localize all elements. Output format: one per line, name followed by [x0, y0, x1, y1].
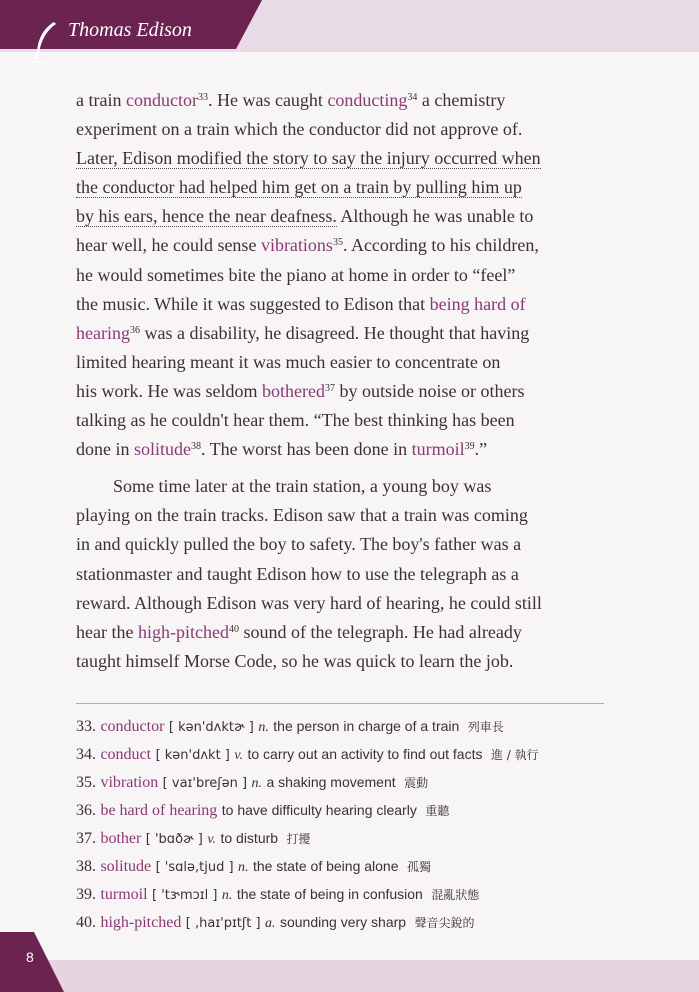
- glossary-pronunciation: [ vaɪ'breʃən ]: [162, 776, 248, 791]
- text-segment: Some time later at the train station, a young boy was: [113, 476, 492, 497]
- text-line: [76, 173, 616, 202]
- text-line: [76, 435, 616, 464]
- glossary-item: [76, 824, 636, 852]
- text-segment: hear the: [76, 621, 138, 642]
- glossary-part-of-speech: v.: [234, 748, 244, 763]
- text-line: [76, 348, 616, 377]
- text-line: [76, 290, 616, 319]
- glossary-number: 35.: [76, 774, 96, 791]
- text-segment: . He was caught: [207, 90, 328, 110]
- vocabulary-glossary: [76, 712, 636, 936]
- footnote-ref: 39: [464, 441, 475, 453]
- header-title: Thomas Edison: [68, 19, 192, 41]
- text-segment: experiment on a train which the conductor did not approve of.: [76, 119, 523, 140]
- glossary-definition: to disturb: [220, 830, 279, 846]
- glossary-pronunciation: [ kən'dʌktɚ ]: [168, 720, 254, 735]
- text-segment: a chemistry: [417, 90, 506, 110]
- glossary-definition: the person in charge of a train: [273, 718, 460, 734]
- glossary-number: 39.: [76, 886, 96, 903]
- paragraph-1: [76, 86, 616, 464]
- text-segment: . The worst has been done in: [201, 439, 412, 460]
- glossary-pronunciation: [ 'tɝmɔɪl ]: [152, 888, 218, 903]
- text-line: [76, 589, 616, 618]
- text-segment: he would sometimes bite the piano at home in order to “feel”: [76, 264, 516, 285]
- glossary-item: [76, 768, 636, 796]
- glossary-word: conduct: [100, 746, 152, 763]
- text-line: [76, 115, 616, 144]
- vocab-word: vibrations: [260, 235, 333, 256]
- glossary-pronunciation: [ kən'dʌkt ]: [155, 748, 230, 763]
- text-segment: reward. Although Edison was very hard of hearing, he could still: [76, 592, 542, 613]
- page-number: 8: [26, 949, 34, 965]
- glossary-number: 40.: [76, 914, 96, 931]
- footnote-ref: 34: [407, 92, 418, 103]
- glossary-number: 38.: [76, 858, 96, 875]
- glossary-item: [76, 796, 636, 824]
- text-segment: talking as he couldn't hear them. “The best thinking has been: [76, 410, 515, 431]
- text-line: [76, 202, 616, 231]
- glossary-item: [76, 852, 636, 880]
- glossary-part-of-speech: n.: [237, 860, 249, 875]
- text-segment: the music. While it was suggested to Edison that: [76, 293, 430, 314]
- vocab-word: bothered: [261, 380, 325, 401]
- text-line: [76, 501, 616, 530]
- footnote-ref: 36: [129, 324, 140, 336]
- glossary-translation: 孤獨: [406, 860, 431, 874]
- body-text: [76, 86, 616, 676]
- glossary-definition: to have difficulty hearing clearly: [221, 802, 417, 818]
- text-line: [76, 319, 616, 348]
- vocab-word: high-pitched: [137, 621, 229, 642]
- quill-feather-icon: [30, 20, 60, 64]
- dotted-underline-text: Later, Edison modified the story to say the injury occurred when: [76, 148, 541, 169]
- glossary-pronunciation: [ 'bɑðɚ ]: [145, 832, 203, 847]
- footer-band: [0, 960, 699, 992]
- text-segment: .”: [474, 439, 488, 460]
- text-segment: taught himself Morse Code, so he was quick to learn the job.: [76, 650, 514, 671]
- glossary-number: 36.: [76, 802, 96, 819]
- glossary-part-of-speech: n.: [251, 776, 263, 791]
- footnote-divider: [76, 703, 604, 704]
- glossary-word: bother: [100, 830, 142, 847]
- footnote-ref: 33: [197, 92, 208, 103]
- text-segment: playing on the train tracks. Edison saw that a train was coming: [76, 505, 528, 526]
- footnote-ref: 40: [228, 623, 239, 635]
- text-segment: . According to his children,: [342, 235, 539, 256]
- glossary-item: [76, 880, 636, 908]
- glossary-pronunciation: [ ,haɪ'pɪtʃt ]: [185, 916, 261, 931]
- glossary-number: 34.: [76, 746, 96, 763]
- glossary-word: vibration: [100, 774, 159, 791]
- text-segment: limited hearing meant it was much easier to concentrate on: [76, 351, 501, 372]
- glossary-item: [76, 712, 636, 740]
- glossary-definition: the state of being alone: [252, 858, 399, 874]
- vocab-word: hearing: [76, 322, 130, 343]
- glossary-item: [76, 740, 636, 768]
- glossary-translation: 進 / 執行: [490, 748, 539, 762]
- dotted-underline-text: the conductor had helped him get on a train by pulling him up: [76, 177, 522, 198]
- glossary-translation: 打擾: [286, 832, 311, 846]
- glossary-number: 37.: [76, 830, 96, 847]
- footnote-ref: 38: [191, 441, 201, 453]
- glossary-part-of-speech: n.: [221, 888, 233, 903]
- text-segment: hear well, he could sense: [76, 235, 261, 256]
- glossary-word: conductor: [100, 718, 165, 735]
- glossary-translation: 震動: [404, 776, 429, 790]
- glossary-definition: sounding very sharp: [279, 914, 407, 930]
- vocab-word: conducting: [327, 90, 408, 110]
- glossary-number: 33.: [76, 718, 96, 735]
- vocab-word: solitude: [134, 439, 191, 460]
- glossary-pronunciation: [ 'sɑlə,tjud ]: [155, 860, 234, 875]
- text-segment: in and quickly pulled the boy to safety. The boy's father was a: [76, 534, 522, 555]
- glossary-item: [76, 908, 636, 936]
- glossary-definition: a shaking movement: [266, 774, 396, 790]
- text-line: [76, 560, 616, 589]
- text-segment: a train: [76, 90, 126, 110]
- glossary-translation: 混亂狀態: [431, 888, 480, 902]
- text-line: [76, 231, 616, 260]
- footnote-ref: 35: [332, 237, 343, 249]
- footnote-ref: 37: [324, 382, 335, 394]
- glossary-part-of-speech: n.: [258, 720, 269, 735]
- dotted-underline-text: by his ears, hence the near deafness.: [76, 206, 337, 227]
- glossary-word: be hard of hearing: [100, 802, 218, 819]
- glossary-translation: 聲音尖銳的: [414, 916, 475, 930]
- glossary-definition: the state of being in confusion: [236, 886, 423, 902]
- glossary-translation: 重聽: [425, 804, 450, 818]
- glossary-definition: to carry out an activity to find out facts: [247, 746, 483, 762]
- text-segment: his work. He was seldom: [76, 380, 262, 401]
- text-line: [76, 261, 616, 290]
- text-segment: done in: [76, 439, 134, 460]
- paragraph-2: [76, 472, 616, 676]
- text-line: [76, 144, 616, 173]
- text-line: [76, 86, 616, 115]
- text-line: [76, 472, 616, 501]
- text-segment: sound of the telegraph. He had already: [238, 621, 522, 642]
- glossary-word: solitude: [100, 858, 152, 875]
- vocab-word: conductor: [125, 90, 198, 110]
- glossary-word: high-pitched: [100, 914, 182, 931]
- text-segment: by outside noise or others: [334, 380, 525, 401]
- text-segment: was a disability, he disagreed. He thought that having: [139, 322, 530, 343]
- glossary-translation: 列車長: [467, 720, 504, 734]
- text-line: [76, 618, 616, 647]
- glossary-word: turmoil: [100, 886, 148, 903]
- glossary-part-of-speech: a.: [265, 916, 276, 931]
- vocab-word: turmoil: [411, 439, 465, 460]
- text-line: [76, 647, 616, 676]
- text-line: [76, 530, 616, 559]
- text-segment: stationmaster and taught Edison how to use the telegraph as a: [76, 563, 519, 584]
- text-line: [76, 406, 616, 435]
- vocab-word: being hard of: [429, 293, 526, 314]
- text-line: [76, 377, 616, 406]
- glossary-part-of-speech: v.: [207, 832, 217, 847]
- text-segment: Although he was unable to: [336, 206, 534, 227]
